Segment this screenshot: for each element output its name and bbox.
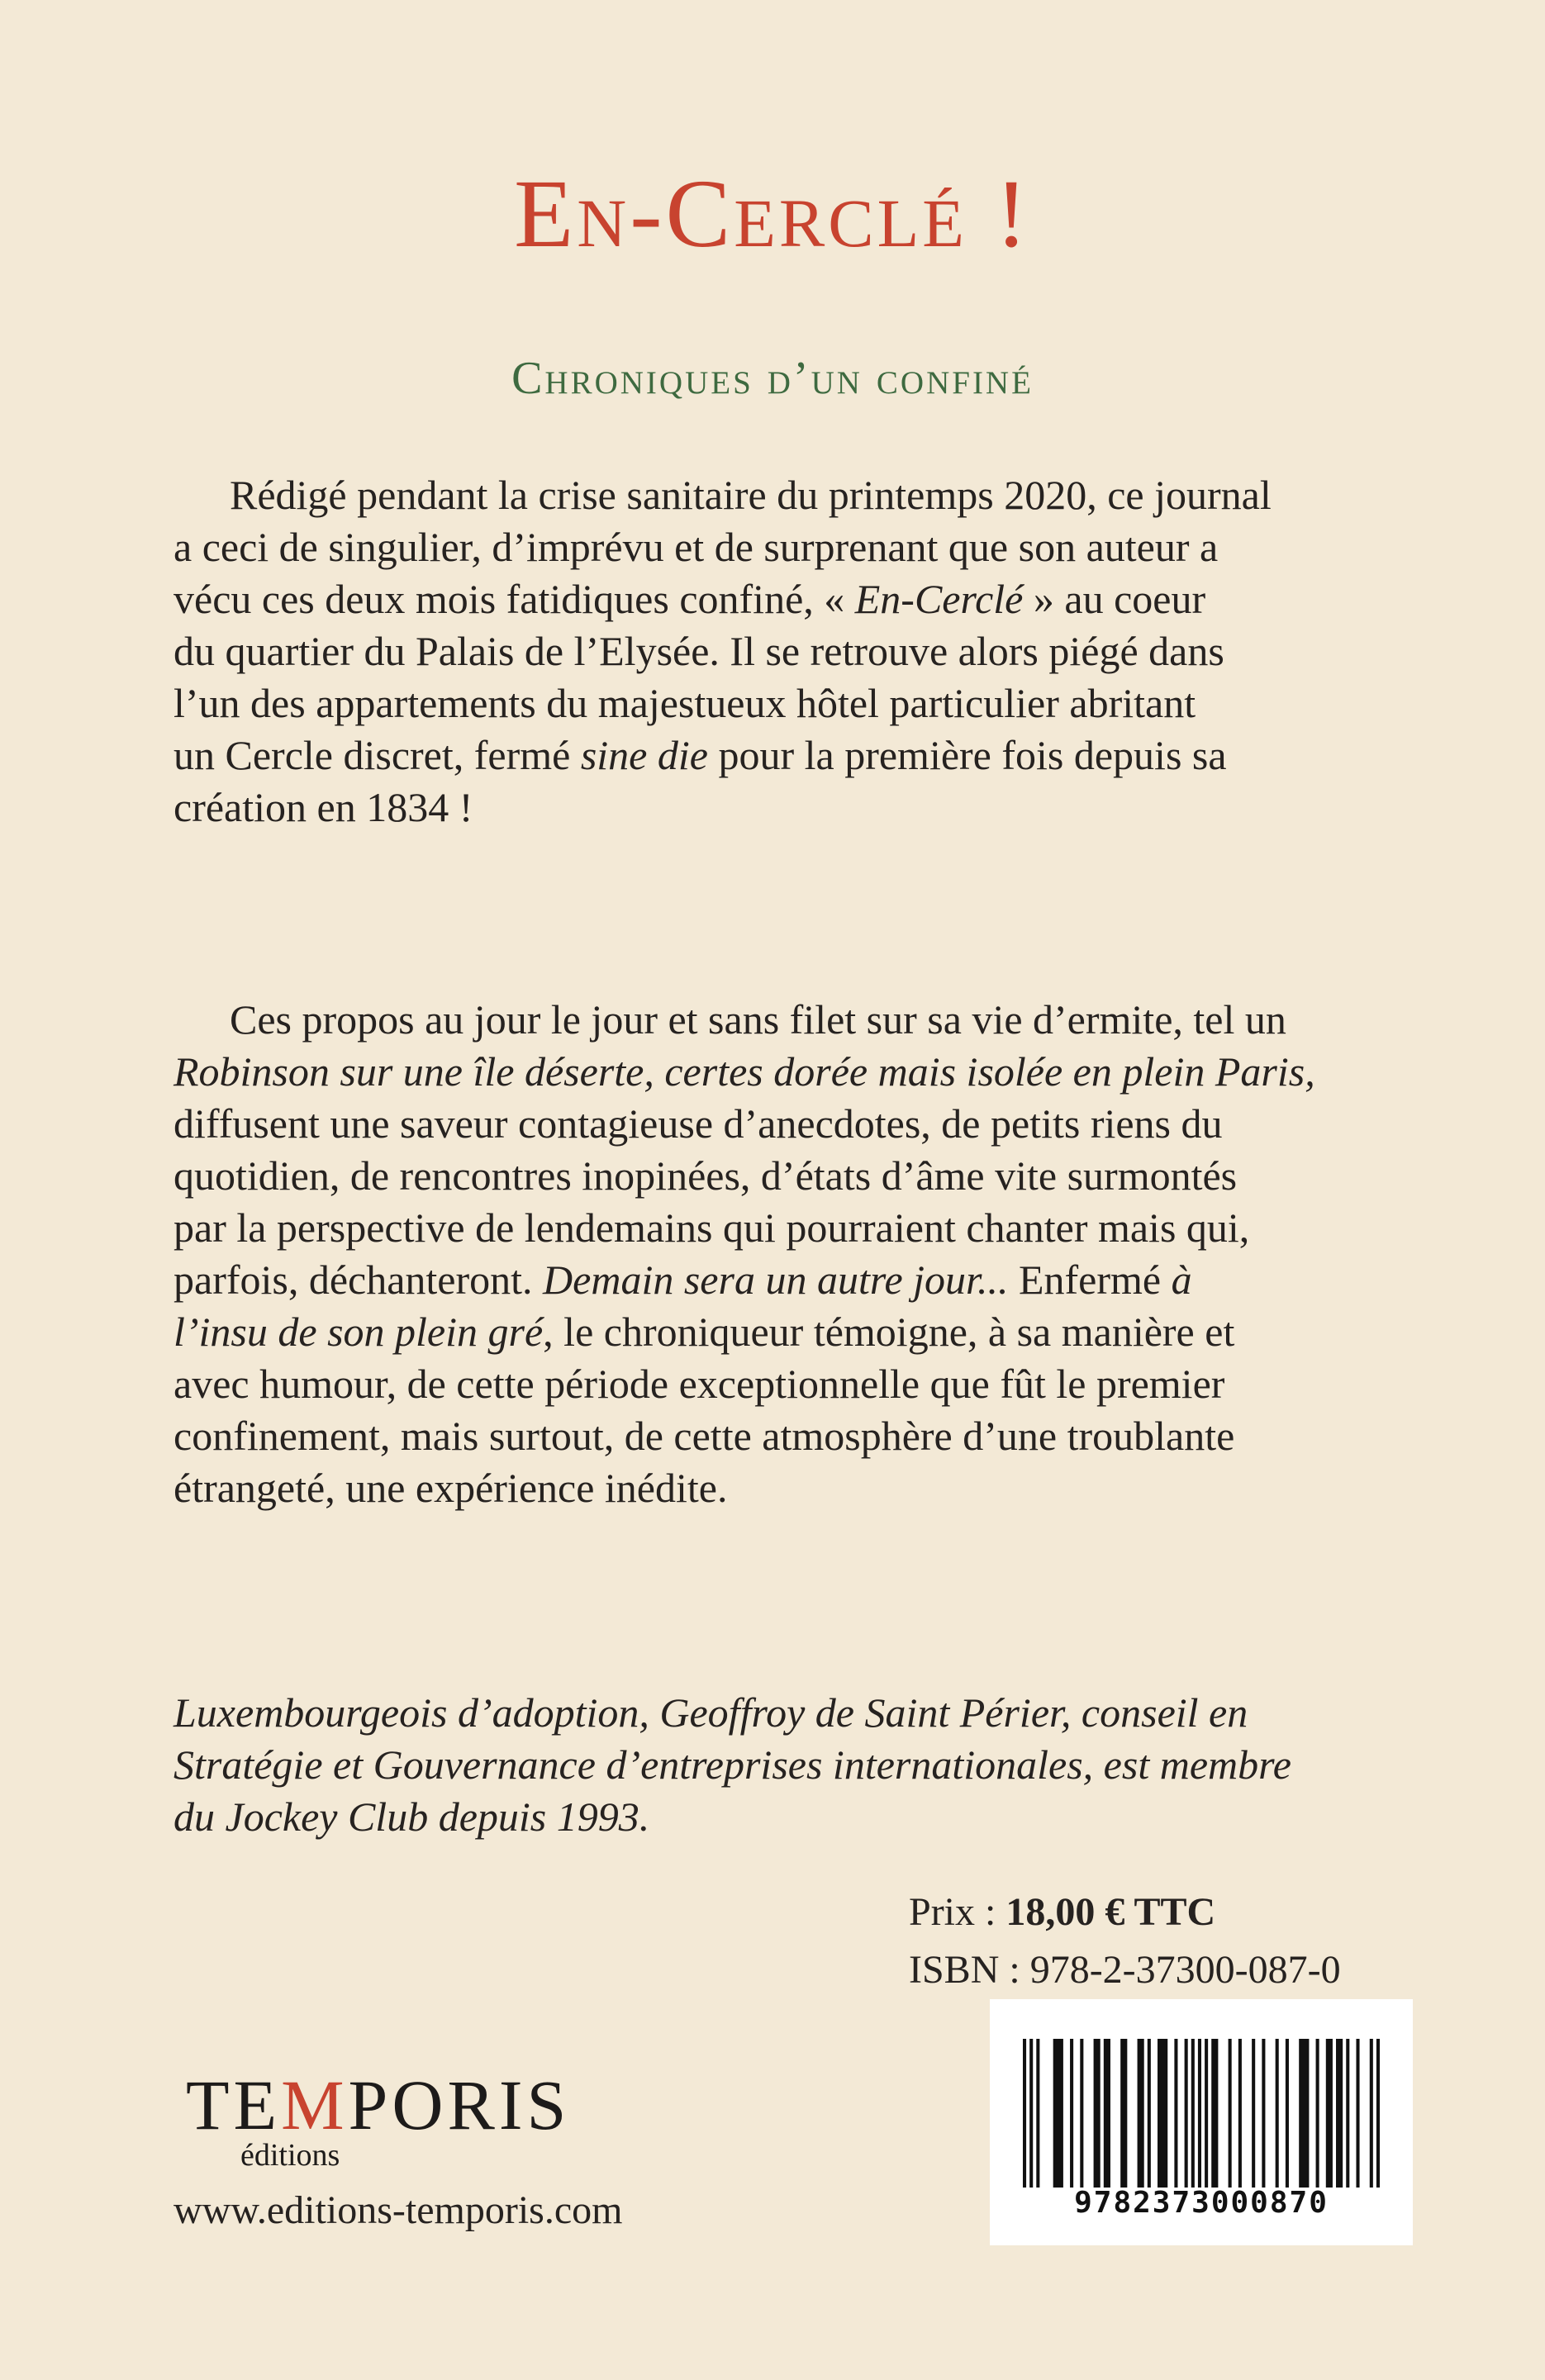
barcode-bar bbox=[1104, 2039, 1110, 2188]
barcode-bar bbox=[1299, 2039, 1309, 2188]
italic-run: à bbox=[1171, 1257, 1192, 1303]
logo-text: TE bbox=[186, 2065, 282, 2145]
text-line: Stratégie et Gouvernance d’entreprises internationales, est membre bbox=[174, 1741, 1291, 1788]
barcode-bar bbox=[1023, 2039, 1026, 2188]
text-line: confinement, mais surtout, de cette atmosphère d’une troublante bbox=[174, 1413, 1235, 1459]
publisher-website: www.editions-temporis.com bbox=[174, 2188, 623, 2232]
synopsis-paragraph-2 bbox=[174, 994, 1413, 1514]
price-line bbox=[909, 1884, 1341, 1941]
text-line: diffusent une saveur contagieuse d’anecdotes, de petits riens du bbox=[174, 1100, 1223, 1147]
barcode-bar bbox=[1080, 2039, 1083, 2188]
text-line: Robinson sur une île déserte, certes dorée mais isolée en plein Paris, bbox=[174, 1048, 1315, 1095]
synopsis-paragraph-1 bbox=[174, 469, 1413, 834]
barcode-bar bbox=[1238, 2039, 1242, 2188]
logo-accent-letter: M bbox=[281, 2065, 349, 2145]
barcode-bar bbox=[1036, 2039, 1039, 2188]
text-line bbox=[174, 573, 1413, 625]
barcode-bar bbox=[1120, 2039, 1127, 2188]
barcode-bar bbox=[1053, 2039, 1063, 2188]
barcode-bar bbox=[1229, 2039, 1232, 2188]
text-run: parfois, déchanteront. bbox=[174, 1257, 544, 1303]
text-line: du Jockey Club depuis 1993. bbox=[174, 1793, 650, 1840]
barcode-bar bbox=[1276, 2039, 1279, 2188]
italic-run: En-Cerclé bbox=[854, 576, 1024, 622]
barcode-bar bbox=[1148, 2039, 1151, 2188]
barcode-bar bbox=[1336, 2039, 1343, 2188]
barcode-bar bbox=[1356, 2039, 1359, 2188]
book-title: En-Cerclé ! bbox=[514, 159, 1031, 268]
barcode-bar bbox=[1185, 2039, 1188, 2188]
publisher-subtitle: éditions bbox=[240, 2138, 340, 2173]
publisher-name bbox=[186, 2065, 571, 2145]
text-line: Rédigé pendant la crise sanitaire du printemps 2020, ce journal bbox=[230, 472, 1272, 518]
text-run: vécu ces deux mois fatidiques confiné, « bbox=[174, 576, 855, 622]
text-line bbox=[174, 1254, 1413, 1306]
barcode-bar bbox=[1094, 2039, 1101, 2188]
barcode-bar bbox=[1174, 2039, 1177, 2188]
barcode-bar bbox=[1326, 2039, 1333, 2188]
barcode-bar bbox=[1286, 2039, 1289, 2188]
text-line: Luxembourgeois d’adoption, Geoffroy de Saint Périer, conseil en bbox=[174, 1689, 1248, 1736]
barcode-bar bbox=[1252, 2039, 1255, 2188]
price-label: Prix : bbox=[909, 1890, 1006, 1934]
barcode-bar bbox=[1316, 2039, 1319, 2188]
text-line: Ces propos au jour le jour et sans filet sur sa vie d’ermite, tel un bbox=[230, 996, 1286, 1043]
barcode bbox=[990, 1999, 1413, 2245]
text-line bbox=[174, 729, 1413, 781]
text-line: par la perspective de lendemains qui pourraient chanter mais qui, bbox=[174, 1204, 1250, 1251]
isbn-line: ISBN : 978-2-37300-087-0 bbox=[909, 1948, 1341, 1992]
price-info bbox=[909, 1884, 1341, 1999]
italic-run: l’insu de son plein gré bbox=[174, 1309, 544, 1355]
barcode-digits: 9782373000870 bbox=[1074, 2186, 1329, 2220]
italic-run: Demain sera un autre jour... bbox=[543, 1257, 1009, 1303]
text-line: quotidien, de rencontres inopinées, d’états d’âme vite surmontés bbox=[174, 1152, 1238, 1199]
italic-run: sine die bbox=[580, 732, 708, 778]
barcode-bar bbox=[1346, 2039, 1349, 2188]
barcode-bar bbox=[1029, 2039, 1033, 2188]
barcode-bar bbox=[1376, 2039, 1380, 2188]
logo-text: PORIS bbox=[348, 2065, 571, 2145]
barcode-bars bbox=[1023, 2039, 1380, 2188]
book-subtitle: Chroniques d’un confiné bbox=[511, 353, 1034, 404]
barcode-bar bbox=[1370, 2039, 1373, 2188]
text-line: avec humour, de cette période exceptionnelle que fût le premier bbox=[174, 1361, 1225, 1407]
barcode-bar bbox=[1198, 2039, 1201, 2188]
barcode-bar bbox=[1205, 2039, 1208, 2188]
author-bio bbox=[174, 1687, 1413, 1843]
price-value: 18,00 € TTC bbox=[1005, 1890, 1216, 1934]
text-line: création en 1834 ! bbox=[174, 784, 473, 830]
publisher-logo bbox=[186, 2065, 571, 2173]
text-line: a ceci de singulier, d’imprévu et de surprenant que son auteur a bbox=[174, 524, 1219, 570]
barcode-bar bbox=[1138, 2039, 1144, 2188]
text-run: » au coeur bbox=[1023, 576, 1206, 622]
barcode-bar bbox=[1191, 2039, 1195, 2188]
barcode-bar bbox=[1070, 2039, 1073, 2188]
text-line bbox=[174, 1306, 1413, 1358]
text-run: un Cercle discret, fermé bbox=[174, 732, 581, 778]
text-run: pour la première fois depuis sa bbox=[707, 732, 1227, 778]
barcode-bar bbox=[1158, 2039, 1167, 2188]
text-line: l’un des appartements du majestueux hôtel particulier abritant bbox=[174, 680, 1196, 726]
text-line: du quartier du Palais de l’Elysée. Il se retrouve alors piégé dans bbox=[174, 628, 1224, 674]
barcode-bar bbox=[1262, 2039, 1265, 2188]
barcode-bar bbox=[1211, 2039, 1218, 2188]
text-run: Enfermé bbox=[1008, 1257, 1172, 1303]
text-line: étrangeté, une expérience inédite. bbox=[174, 1465, 728, 1511]
text-run: , le chroniqueur témoigne, à sa manière et bbox=[543, 1309, 1235, 1355]
